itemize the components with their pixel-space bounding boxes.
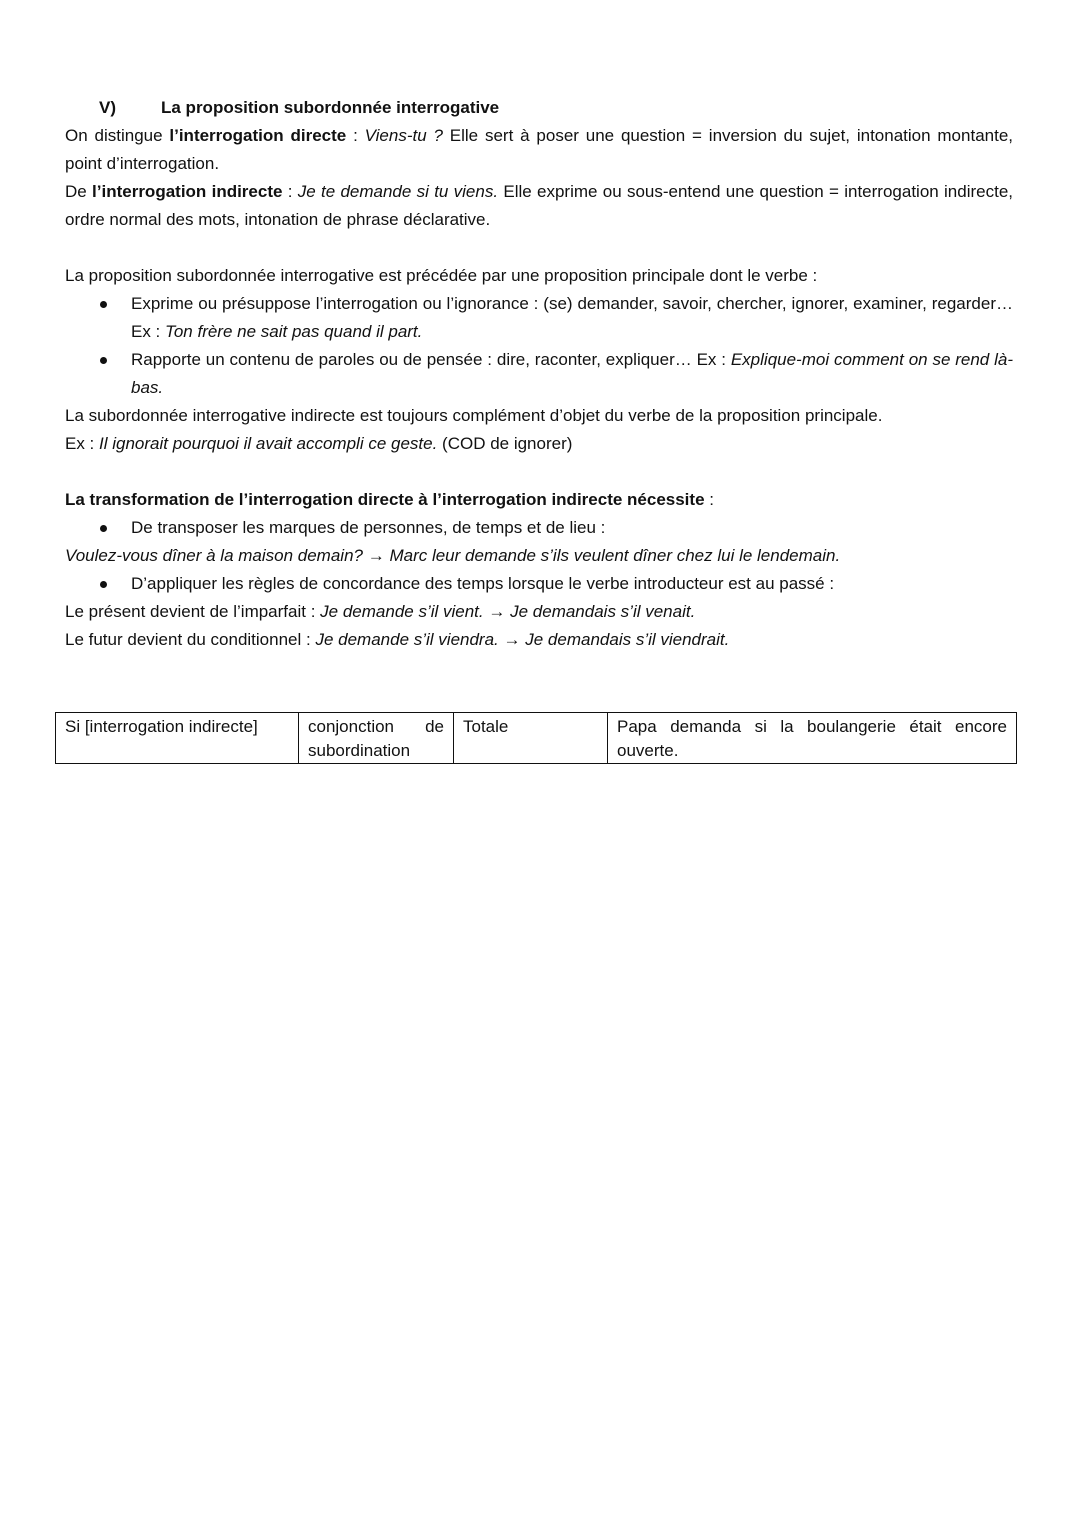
example-text: Voulez-vous dîner à la maison demain? (65, 546, 363, 565)
transformation-heading (65, 486, 1013, 514)
spacer (65, 458, 1013, 486)
example-text: Je demandais s’il venait. (510, 602, 696, 621)
text-span: De transposer les marques de personnes, de temps et de lieu : (131, 518, 606, 537)
section-heading (99, 94, 1013, 122)
text-span: Ex : (65, 434, 100, 453)
example-direct: Viens-tu ? (364, 126, 443, 145)
table-cell: Si [interrogation indirecte] (56, 713, 299, 764)
summary-table (55, 712, 1017, 764)
table-cell: Totale (454, 713, 608, 764)
text-span: On distingue (65, 126, 170, 145)
text-span: (COD de ignorer) (437, 434, 573, 453)
text-span: : (346, 126, 365, 145)
bullet-icon (100, 581, 107, 588)
arrow-right-icon: → (488, 602, 506, 621)
paragraph-direct (65, 122, 1013, 178)
section-number: V) (99, 98, 116, 117)
transformation-example-1 (65, 542, 1013, 570)
text-span: De (65, 182, 93, 201)
paragraph-principal: La proposition subordonnée interrogative est précédée par une proposition principale dont le verbe : (65, 266, 818, 285)
table-cell: Papa demanda si la boulangerie était encore ouverte. (608, 713, 1017, 764)
table-cell: conjonction de subordination (299, 713, 454, 764)
text-span: : (282, 182, 298, 201)
example-text: Marc leur demande s’ils veulent dîner chez lui le lendemain. (389, 546, 841, 565)
bullet-icon (100, 301, 107, 308)
text-span: Le futur devient du conditionnel : (65, 630, 316, 649)
line-present (65, 598, 1013, 626)
term-direct: l’interrogation directe (169, 126, 347, 145)
list-item (65, 514, 1013, 542)
example-text: Je demande s’il vient. (320, 602, 484, 621)
transformation-rule-1 (65, 514, 1013, 542)
list-item (65, 346, 1013, 402)
section-title: La proposition subordonnée interrogative (161, 98, 500, 117)
text-span: Elle sert à poser une question = inversion du sujet, intonation montante, point d’interrogation. (65, 126, 1014, 173)
arrow-right-icon: → (503, 630, 521, 649)
paragraph-complement-example (65, 430, 1013, 458)
paragraph-indirect (65, 178, 1013, 234)
text-span: Exprime ou présuppose l’interrogation ou l’ignorance : (se) demander, savoir, chercher, ignorer, examiner, regarder… Ex : (131, 294, 1013, 341)
spacer (65, 234, 1013, 262)
example-text: Ton frère ne sait pas quand il part. (165, 322, 423, 341)
heading-text: La transformation de l’interrogation directe à l’interrogation indirecte nécessite (65, 490, 705, 509)
example-text: Il ignorait pourquoi il avait accompli ce geste. (99, 434, 438, 453)
table-row (56, 713, 1017, 764)
document-content (65, 94, 1013, 654)
bullet-icon (100, 357, 107, 364)
text-span: : (704, 490, 714, 509)
bullet-icon (100, 525, 107, 532)
example-text: Je demandais s’il viendrait. (525, 630, 730, 649)
example-indirect: Je te demande si tu viens. (297, 182, 499, 201)
term-indirect: l’interrogation indirecte (92, 182, 283, 201)
text-span: Le présent devient de l’imparfait : (65, 602, 321, 621)
text-span: D’appliquer les règles de concordance des temps lorsque le verbe introducteur est au passé : (131, 574, 835, 593)
principal-bullet-list (65, 290, 1013, 402)
example-text: Explique-moi comment on se rend là-bas. (131, 350, 1013, 397)
paragraph-complement: La subordonnée interrogative indirecte est toujours complément d’objet du verbe de la proposition principale. (65, 406, 883, 425)
list-item (65, 570, 1013, 598)
line-futur (65, 626, 1013, 654)
transformation-rule-2 (65, 570, 1013, 598)
example-text: Je demande s’il viendra. (315, 630, 499, 649)
arrow-right-icon: → (367, 546, 385, 565)
list-item (65, 290, 1013, 346)
text-span: Rapporte un contenu de paroles ou de pensée : dire, raconter, expliquer… Ex : (131, 350, 731, 369)
text-span: Elle exprime ou sous-entend une question = interrogation indirecte, ordre normal des mots, intonation de phrase déclarative. (65, 182, 1013, 229)
